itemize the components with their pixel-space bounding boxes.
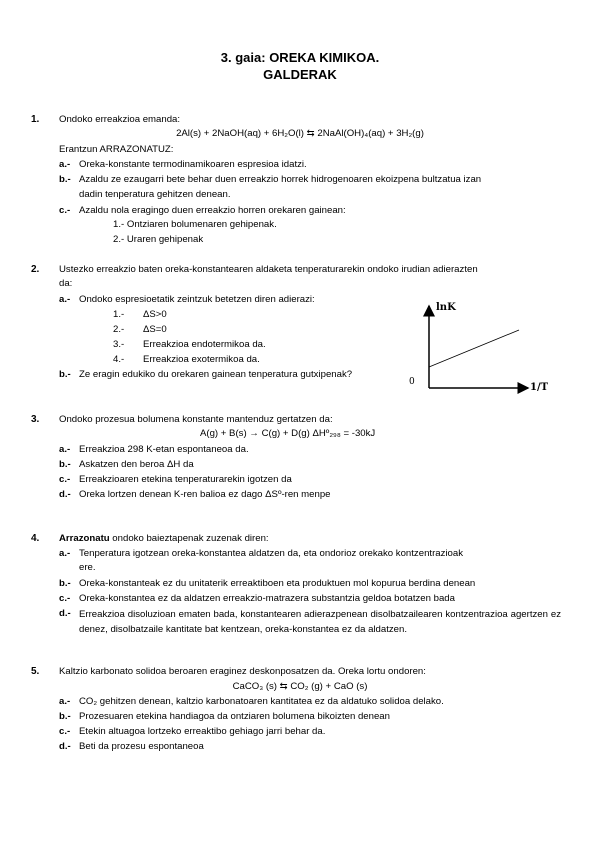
option-label: c.-: [59, 726, 71, 737]
option-label: b.-: [59, 369, 71, 380]
option-label: b.-: [59, 578, 71, 589]
option-text: dadin tenperatura gehitzen denean.: [79, 189, 231, 200]
sub-item: 2.- Uraren gehipenak: [113, 234, 204, 245]
question-text: da:: [59, 278, 73, 289]
option-text: Erreakzioa 298 K-etan espontaneoa da.: [79, 444, 249, 455]
question-number: 1.: [31, 114, 40, 125]
sub-item-number: 3.-: [113, 339, 125, 350]
option-text: Erreakzioaren etekina tenperaturarekin igotzen da: [79, 474, 292, 485]
option-text: Ondoko espresioetatik zeintzuk betetzen diren adierazi:: [79, 294, 315, 305]
page-subtitle: GALDERAK: [263, 67, 337, 82]
option-label: b.-: [59, 174, 71, 185]
question-text: Kaltzio karbonato solidoa beroaren eraginez deskonposatzen da. Oreka lortu ondoren:: [59, 666, 426, 677]
sub-item-number: 4.-: [113, 354, 125, 365]
equation: CaCO₃ (s) ⇆ CO₂ (g) + CaO (s): [232, 681, 368, 692]
option-text: Oreka-konstantea ez da aldatzen erreakzio-matrazera substantzia geldoa botatzen bada: [79, 593, 455, 604]
option-label: a.-: [59, 294, 71, 305]
equation: A(g) + B(s) → C(g) + D(g) ΔHº₂₉₈ = -30kJ: [200, 428, 376, 439]
option-label: b.-: [59, 711, 71, 722]
option-text: Etekin altuagoa lortzeko erreaktibo gehiago jarri behar da.: [79, 726, 326, 737]
option-label: b.-: [59, 459, 71, 470]
question-text: Ustezko erreakzio baten oreka-konstantearen aldaketa tenperaturarekin ondoko irudian adierazten: [59, 264, 478, 275]
option-label: d.-: [59, 489, 71, 500]
option-text: Oreka lortzen denean K-ren balioa ez dago ΔSº-ren menpe: [79, 489, 331, 500]
option-text: Tenperatura igotzean oreka-konstantea aldatzen da, eta ondorioz orekako kontzentrazioak: [79, 548, 463, 559]
option-label: a.-: [59, 159, 71, 170]
option-text: Prozesuaren etekina handiagoa da ontziaren bolumena bikoizten denean: [79, 711, 390, 722]
option-text: ere.: [79, 562, 96, 573]
option-text: Azaldu ze ezaugarri bete behar duen erreakzio horrek hidrogenoaren ekoizpena bultzatua izan: [79, 174, 482, 185]
option-label: d.-: [59, 608, 71, 619]
question-text: Ondoko erreakzioa emanda:: [59, 114, 181, 125]
option-text: Beti da prozesu espontaneoa: [79, 741, 204, 752]
question-number: 3.: [31, 414, 40, 425]
y-axis-label: lnK: [436, 302, 456, 313]
option-label: a.-: [59, 444, 71, 455]
option-text: CO₂ gehitzen denean, kaltzio karbonatoaren kantitatea ez da aldatuko solidoa delako.: [79, 696, 444, 707]
option-label: c.-: [59, 474, 71, 485]
x-axis-label: 1/T: [530, 382, 549, 393]
option-text: Erreakzioa disoluzioan ematen bada, konstantearen adierazpenean disolbatzailearen kontzentrazioa agertzen ez denez, disolbatzaile kantitate bat kentzean, oreka-konstantea ez da aldatzen.: [79, 609, 561, 635]
origin-label: 0: [409, 377, 415, 387]
question-number: 5.: [31, 666, 40, 677]
page-title: 3. gaia: OREKA KIMIKOA.: [220, 50, 380, 65]
question-number: 4.: [31, 533, 40, 544]
sub-item-number: 1.-: [113, 309, 125, 320]
sub-item: ΔS>0: [143, 309, 167, 320]
sub-item: ΔS=0: [143, 324, 167, 335]
question-text-rest: ondoko baieztapenak zuzenak diren:: [109, 533, 269, 544]
sub-item: Erreakzioa exotermikoa da.: [143, 354, 260, 365]
option-text: Oreka-konstanteak ez du unitaterik erreaktiboen eta produktuen mol kopurua berdina denean: [79, 578, 476, 589]
option-text: Askatzen den beroa ΔH da: [79, 459, 194, 470]
option-label: c.-: [59, 593, 71, 604]
question-text: [59, 533, 269, 544]
question-prompt: Erantzun ARRAZONATUZ:: [59, 144, 174, 155]
sub-item: Erreakzioa endotermikoa da.: [143, 339, 266, 350]
option-text: Ze eragin edukiko du orekaren gainean tenperatura gutxipenak?: [79, 369, 353, 380]
option-text: Oreka-konstante termodinamikoaren espresioa idatzi.: [79, 159, 307, 170]
sub-item: 1.- Ontziaren bolumenaren gehipenak.: [113, 219, 277, 230]
option-label: d.-: [59, 741, 71, 752]
option-label: c.-: [59, 205, 71, 216]
option-text: Azaldu nola eragingo duen erreakzio horren orekaren gainean:: [79, 205, 346, 216]
question-text-bold: Arrazonatu: [59, 533, 110, 544]
sub-item-number: 2.-: [113, 324, 125, 335]
equation: 2Al(s) + 2NaOH(aq) + 6H₂O(l) ⇆ 2NaAl(OH)₄(aq) + 3H₂(g): [176, 128, 424, 139]
option-label: a.-: [59, 548, 71, 559]
data-line: [429, 330, 519, 367]
question-text: Ondoko prozesua bolumena konstante mantenduz gertatzen da:: [59, 414, 333, 425]
question-number: 2.: [31, 264, 40, 275]
option-label: a.-: [59, 696, 71, 707]
